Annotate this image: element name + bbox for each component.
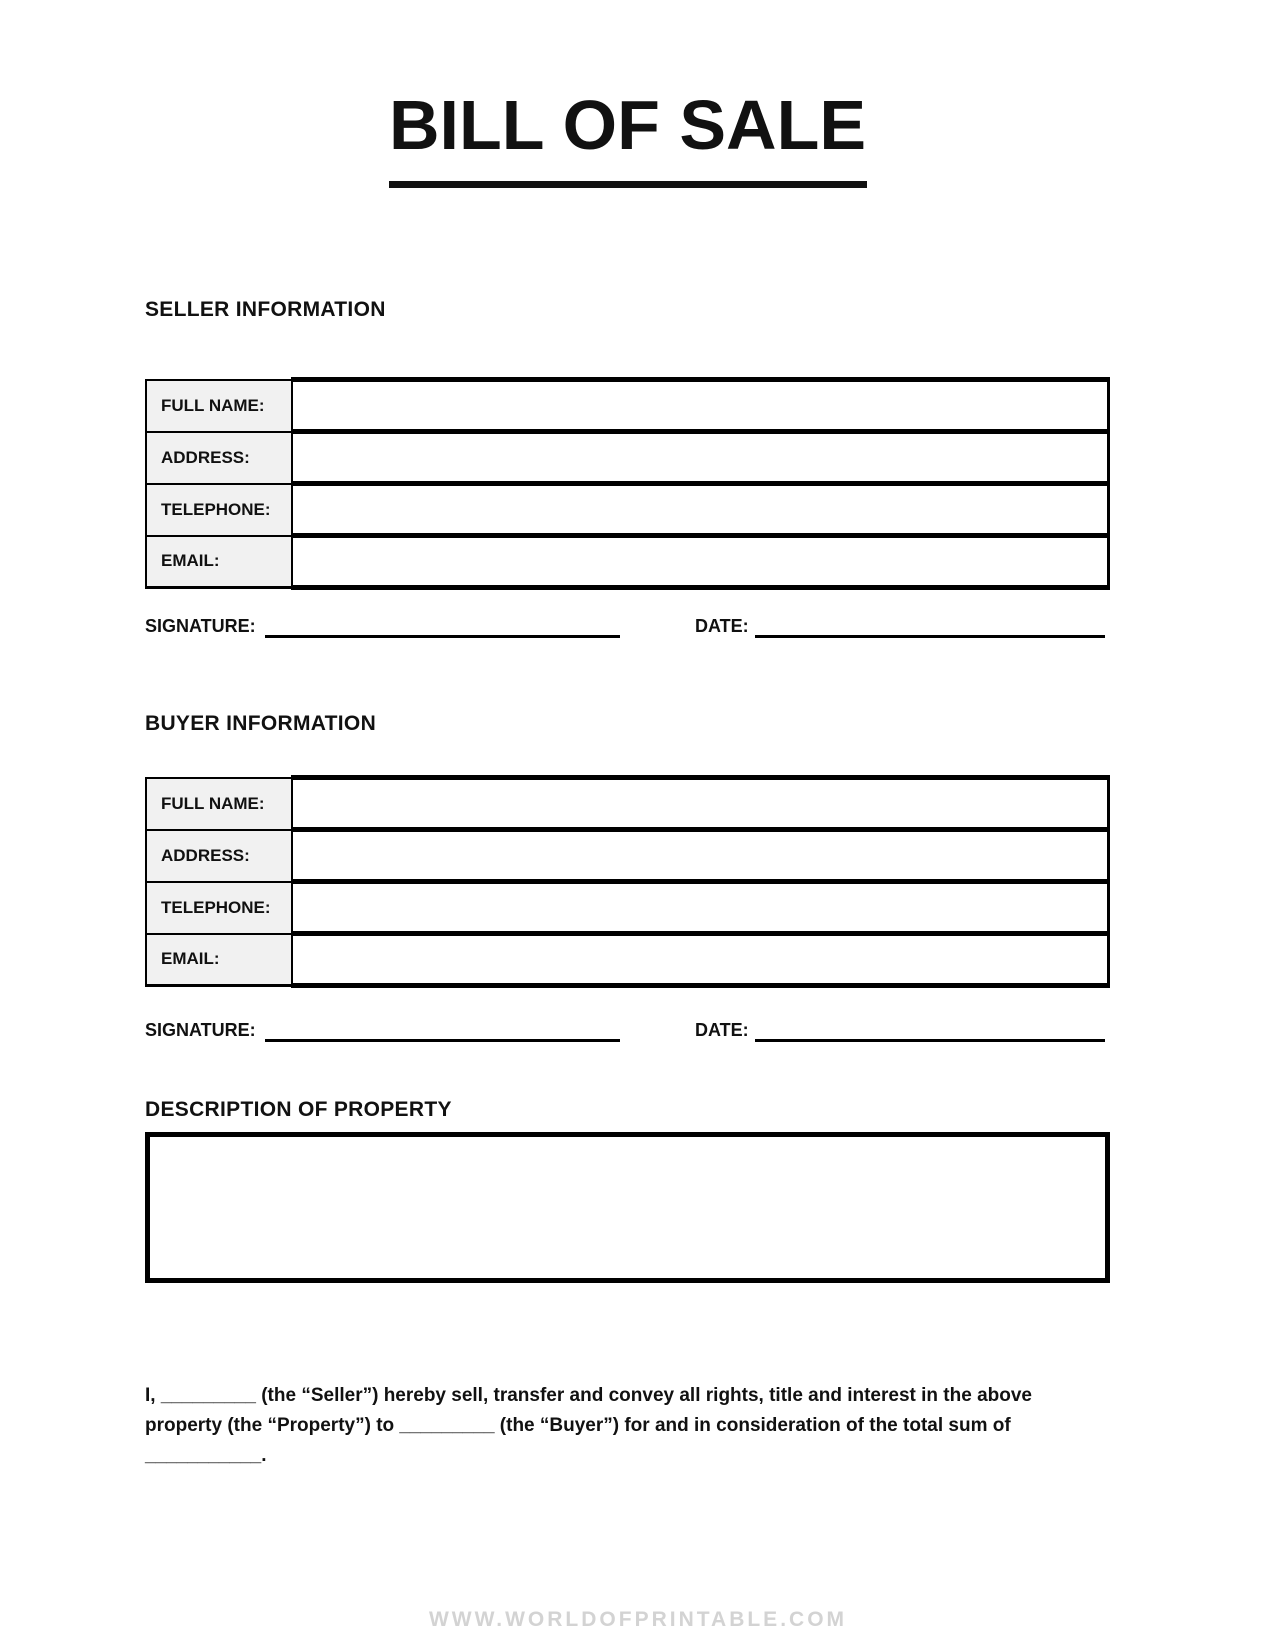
- table-row: [146, 778, 1109, 830]
- buyer-email-field[interactable]: [293, 936, 1107, 983]
- property-description-box: [145, 1132, 1110, 1283]
- page-content: [145, 0, 1110, 1651]
- seller-full-name-label: FULL NAME:: [146, 380, 292, 432]
- table-row: [146, 830, 1109, 882]
- buyer-telephone-cell: [292, 882, 1109, 934]
- table-row: [146, 484, 1109, 536]
- table-row: [146, 934, 1109, 986]
- seller-signature-row: [145, 616, 1110, 646]
- buyer-signature-field[interactable]: [265, 1016, 620, 1042]
- seller-signature-field[interactable]: [265, 612, 620, 638]
- buyer-email-cell: [292, 934, 1109, 986]
- buyer-date-field[interactable]: [755, 1016, 1105, 1042]
- buyer-signature-row: [145, 1020, 1110, 1050]
- buyer-full-name-label: FULL NAME:: [146, 778, 292, 830]
- seller-telephone-cell: [292, 484, 1109, 536]
- buyer-address-cell: [292, 830, 1109, 882]
- table-row: [146, 380, 1109, 432]
- buyer-section-heading: BUYER INFORMATION: [145, 712, 377, 735]
- buyer-address-label: ADDRESS:: [146, 830, 292, 882]
- seller-address-cell: [292, 432, 1109, 484]
- buyer-email-label: EMAIL:: [146, 934, 292, 986]
- buyer-info-table: [145, 775, 1110, 988]
- property-description-field[interactable]: [150, 1137, 1105, 1278]
- seller-full-name-cell: [292, 380, 1109, 432]
- buyer-address-field[interactable]: [293, 832, 1107, 879]
- seller-address-field[interactable]: [293, 434, 1107, 481]
- seller-date-label: DATE:: [695, 616, 749, 636]
- title-underline: [389, 181, 867, 188]
- seller-email-label: EMAIL:: [146, 536, 292, 588]
- seller-telephone-field[interactable]: [293, 486, 1107, 533]
- seller-date-field[interactable]: [755, 612, 1105, 638]
- table-row: [146, 432, 1109, 484]
- seller-info-table: [145, 377, 1110, 590]
- seller-address-label: ADDRESS:: [146, 432, 292, 484]
- buyer-full-name-cell: [292, 778, 1109, 830]
- seller-signature-label: SIGNATURE:: [145, 616, 256, 636]
- page-title: BILL OF SALE: [388, 86, 867, 164]
- seller-section-heading: SELLER INFORMATION: [145, 298, 386, 321]
- buyer-full-name-field[interactable]: [293, 780, 1107, 827]
- footer-website-text: WWW.WORLDOFPRINTABLE.COM: [428, 1608, 848, 1631]
- sale-statement-text: I, _________ (the “Seller”) hereby sell, transfer and convey all rights, title and interest in the above property (the “Property”) to _________ (the “Buyer”) for and in consideration of the total sum of ___________.: [145, 1385, 1032, 1466]
- seller-email-cell: [292, 536, 1109, 588]
- seller-full-name-field[interactable]: [293, 382, 1107, 429]
- buyer-telephone-field[interactable]: [293, 884, 1107, 931]
- seller-email-field[interactable]: [293, 538, 1107, 585]
- buyer-signature-label: SIGNATURE:: [145, 1020, 256, 1040]
- buyer-telephone-label: TELEPHONE:: [146, 882, 292, 934]
- buyer-date-label: DATE:: [695, 1020, 749, 1040]
- table-row: [146, 882, 1109, 934]
- table-row: [146, 536, 1109, 588]
- seller-telephone-label: TELEPHONE:: [146, 484, 292, 536]
- property-section-heading: DESCRIPTION OF PROPERTY: [145, 1098, 452, 1121]
